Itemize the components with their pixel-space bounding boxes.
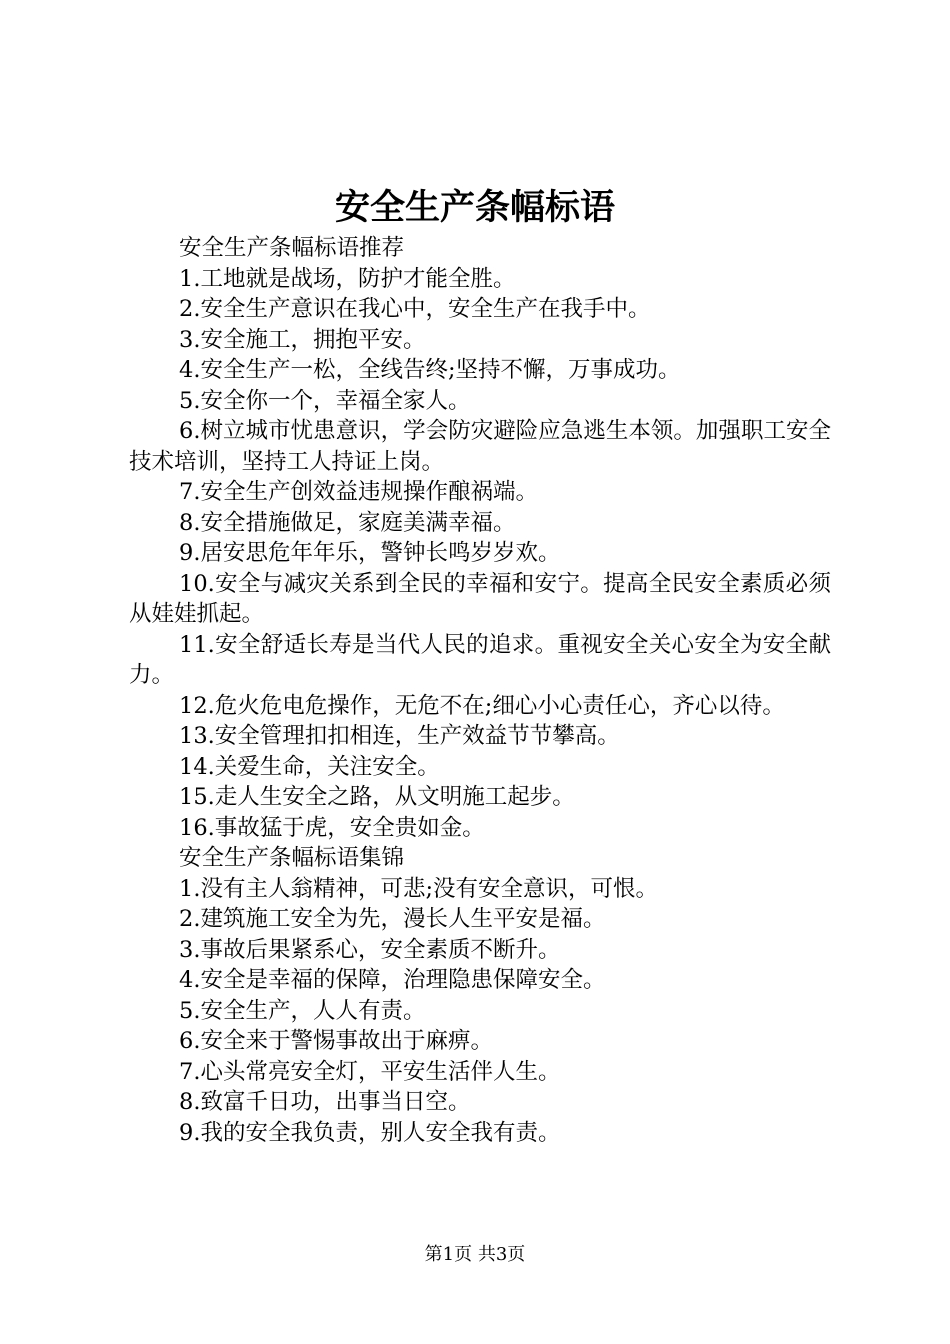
paragraph: 6.树立城市忧患意识，学会防灾避险应急逃生本领。加强职工安全技术培训，坚持工人持证上岗。 bbox=[129, 418, 831, 475]
paragraph: 1.没有主人翁精神，可悲;没有安全意识，可恨。 bbox=[179, 875, 659, 902]
paragraph: 11.安全舒适长寿是当代人民的追求。重视安全关心安全为安全献力。 bbox=[129, 631, 831, 688]
paragraph: 7.安全生产创效益违规操作酿祸端。 bbox=[179, 479, 538, 505]
paragraph: 13.安全管理扣扣相连，生产效益节节攀高。 bbox=[179, 723, 620, 749]
paragraph: 16.事故猛于虎，安全贵如金。 bbox=[179, 814, 485, 841]
paragraph: 3.安全施工，拥抱平安。 bbox=[179, 326, 426, 353]
paragraph: 2.建筑施工安全为先，漫长人生平安是福。 bbox=[179, 906, 606, 932]
document-title: 安全生产条幅标语 bbox=[334, 187, 615, 228]
paragraph: 2.安全生产意识在我心中，安全生产在我手中。 bbox=[179, 296, 651, 322]
paragraph: 4.安全是幸福的保障，治理隐患保障安全。 bbox=[179, 967, 606, 993]
document-body bbox=[129, 233, 831, 1148]
paragraph: 5.安全你一个，幸福全家人。 bbox=[179, 387, 471, 414]
paragraph: 8.安全措施做足，家庭美满幸福。 bbox=[179, 509, 516, 536]
paragraph: 14.关爱生命，关注安全。 bbox=[179, 753, 440, 780]
paragraph: 6.安全来于警惕事故出于麻痹。 bbox=[179, 1028, 493, 1054]
paragraph: 8.致富千日功，出事当日空。 bbox=[179, 1089, 471, 1115]
paragraph: 5.安全生产，人人有责。 bbox=[179, 997, 426, 1024]
paragraph: 3.事故后果紧系心，安全素质不断升。 bbox=[179, 936, 561, 963]
paragraph: 安全生产条幅标语集锦 bbox=[179, 845, 405, 871]
paragraph: 1.工地就是战场，防护才能全胜。 bbox=[179, 265, 516, 292]
paragraph: 9.居安思危年年乐，警钟长鸣岁岁欢。 bbox=[179, 540, 561, 566]
paragraph: 10.安全与减灾关系到全民的幸福和安宁。提高全民安全素质必须从娃娃抓起。 bbox=[129, 570, 831, 627]
paragraph: 4.安全生产一松，全线告终;坚持不懈，万事成功。 bbox=[179, 357, 681, 383]
paragraph: 安全生产条幅标语推荐 bbox=[179, 235, 405, 261]
page-footer: 第1页 共3页 bbox=[424, 1244, 526, 1265]
paragraph: 7.心头常亮安全灯，平安生活伴人生。 bbox=[179, 1058, 561, 1085]
paragraph: 9.我的安全我负责，别人安全我有责。 bbox=[179, 1119, 561, 1146]
paragraph: 15.走人生安全之路，从文明施工起步。 bbox=[179, 784, 575, 810]
paragraph: 12.危火危电危操作，无危不在;细心小心责任心，齐心以待。 bbox=[179, 692, 785, 719]
